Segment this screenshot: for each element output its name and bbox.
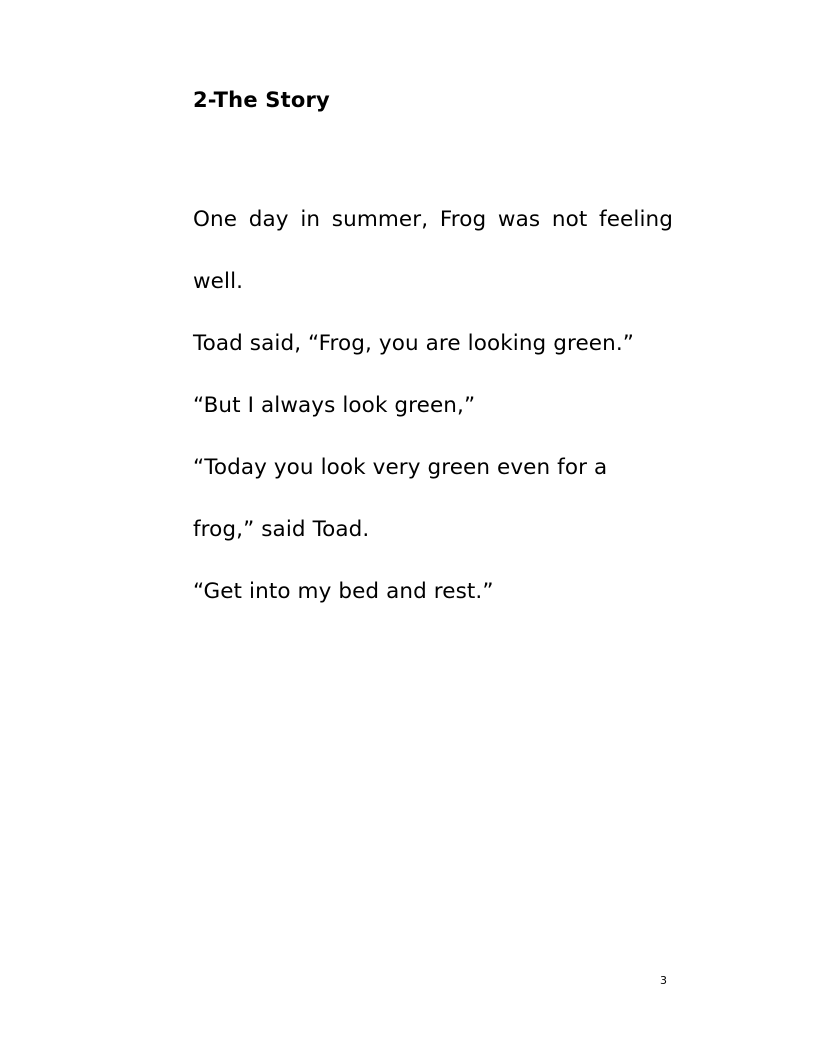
- page-title: 2-The Story: [193, 88, 330, 112]
- document-content: [193, 88, 673, 623]
- story-paragraph-1: One day in summer, Frog was not feeling well.: [193, 207, 673, 295]
- story-paragraph-3: “But I always look green,”: [193, 393, 476, 419]
- story-body: [193, 189, 673, 623]
- story-paragraph-2: Toad said, “Frog, you are looking green.”: [193, 331, 634, 357]
- story-paragraph-5: “Get into my bed and rest.”: [193, 579, 494, 605]
- story-paragraph-4: “Today you look very green even for a frog,” said Toad.: [193, 455, 608, 543]
- page-number: 3: [660, 974, 667, 987]
